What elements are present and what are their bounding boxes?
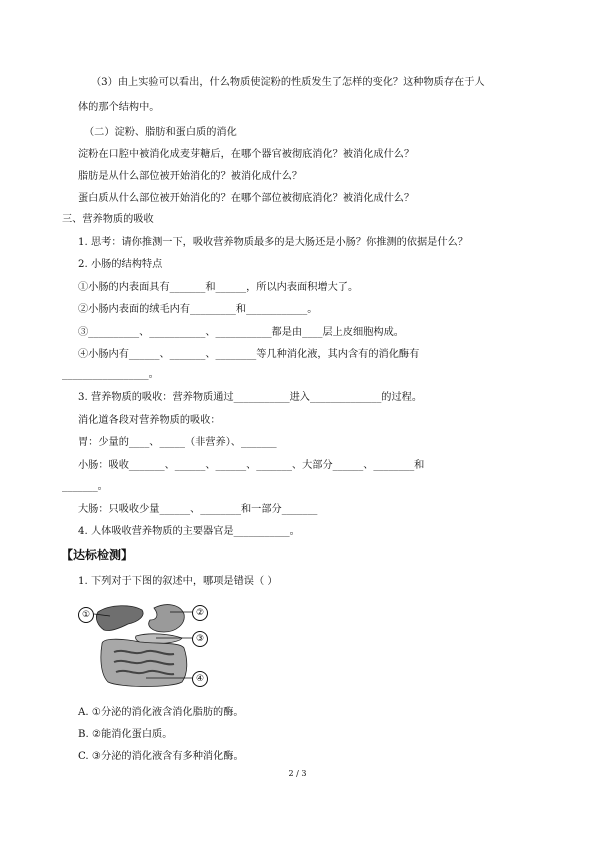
line-9: 2. 小肠的结构特点 [78,259,163,270]
question-1: 1. 下列对于下图的叙述中，哪项是错误（ ） [78,576,278,587]
line-16: 消化道各段对营养物质的吸收： [78,415,221,426]
line-20: 大肠：只吸收少量______、________和一部分_______ [78,504,318,515]
section-heading: 【达标检测】 [61,548,134,562]
line-8: 1. 思考：请你推测一下，吸收营养物质最多的是大肠还是小肠？你推测的依据是什么？ [78,237,468,248]
figure-label-3: ③ [192,631,208,647]
line-10: ①小肠的内表面具有_______和______，所以内表面积增大了。 [78,282,359,293]
line-2: 体的那个结构中。 [78,102,160,113]
option-c: C. ③分泌的消化液含有多种消化酶。 [78,751,244,762]
option-b: B. ②能消化蛋白质。 [78,729,173,740]
figure-label-2: ② [192,605,208,621]
figure-label-1: ① [78,607,94,623]
line-19: _______。 [62,481,108,492]
line-13: ④小肠内有______、_______、________等几种消化液，其内含有的消化酶有 [78,349,420,360]
line-4: 淀粉在口腔中被消化成麦芽糖后，在哪个器官被彻底消化？被消化成什么？ [78,149,415,160]
stomach-shape [149,605,184,632]
line-15: 3. 营养物质的吸收：营养物质通过___________进入______________的过程。 [78,392,423,403]
line-17: 胃：少量的____、_____（非营养）、_______ [78,437,277,448]
line-5: 脂肪是从什么部位被开始消化的？被消化成什么？ [78,171,303,182]
liver-shape [96,606,143,631]
line-21: 4. 人体吸收营养物质的主要器官是___________。 [78,526,300,537]
line-11: ②小肠内表面的绒毛内有_________和____________。 [78,304,318,315]
subheading-digestion: （二）淀粉、脂肪和蛋白质的消化 [84,127,237,138]
line-6: 蛋白质从什么部位被开始消化的？在哪个部位被彻底消化？被消化成什么？ [78,193,415,204]
line-1: （3）由上实验可以看出，什么物质使淀粉的性质发生了怎样的变化？这种物质存在于人 [91,77,485,88]
page-number: 2 / 3 [288,769,307,778]
figure-label-4: ④ [192,671,208,687]
option-a: A. ①分泌的消化液含消化脂肪的酶。 [78,707,244,718]
line-18: 小肠：吸收_______、______、______、_______、大部分______、________和 [78,460,425,471]
digestive-system-figure [80,598,212,690]
line-14: _________________。 [62,369,159,380]
section-absorption-heading: 三、营养物质的吸收 [62,214,154,225]
line-12: ③__________、___________、___________都是由____层上皮细胞构成。 [78,327,404,338]
